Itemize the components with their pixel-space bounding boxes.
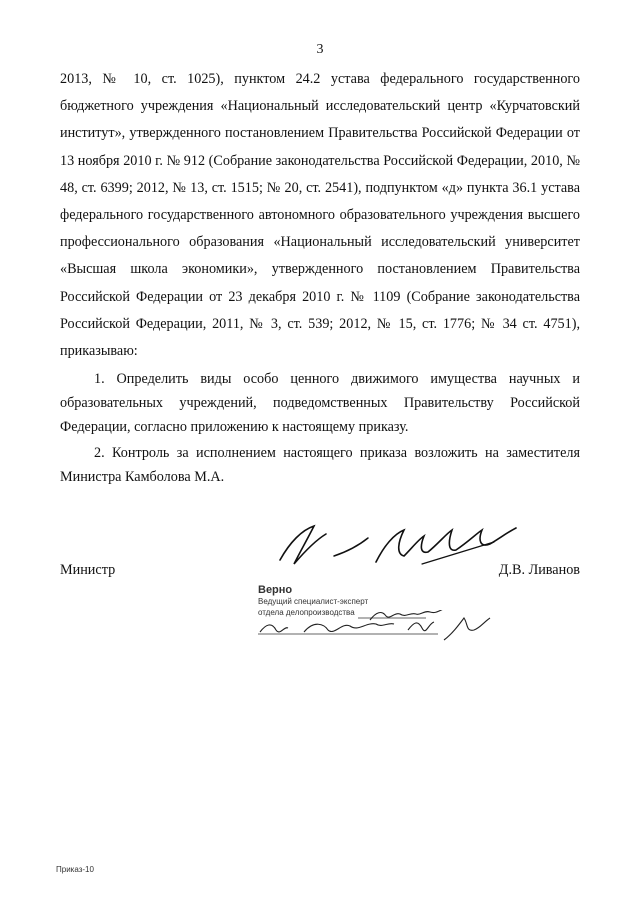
page-number: 3	[316, 42, 324, 57]
certification-handwriting	[258, 610, 518, 654]
footer-code: Приказ-10	[56, 865, 94, 874]
certification-stamp	[258, 584, 518, 618]
minister-title: Министр	[60, 562, 116, 578]
certification-department: отдела делопроизводства	[258, 608, 355, 617]
paragraph-item-2: 2. Контроль за исполнением настоящего приказа возложить на заместителя Министра Камболова М.А.	[60, 445, 580, 486]
minister-signature	[272, 512, 522, 582]
order-body	[60, 66, 580, 489]
paragraph-legal-basis: 2013, № 10, ст. 1025), пунктом 24.2 устава федерального государственного бюджетного учреждения «Национальный исследовательский центр «Курчатовский институт», утвержденного постановлением Правительства Российской Федерации от 13 ноября 2010 г. № 912 (Собрание законодательства Российской Федерации, 2010, № 48, ст. 6399; 2012, № 13, ст. 1515; № 20, ст. 2541), подпунктом «д» пункта 36.1 устава федерального государственного автономного образовательного учреждения высшего профессионального образования «Национальный исследовательский университет «Высшая школа экономики», утвержденного постановлением Правительства Российской Федерации от 23 декабря 2010 г. № 1109 (Собрание законодательства Российской Федерации, 2011, № 3, ст. 539; 2012, № 15, ст. 1776; № 34 ст. 4751), приказываю:	[60, 71, 580, 360]
paragraph-item-1: 1. Определить виды особо ценного движимого имущества научных и образовательных учреждений, подведомственных Правительству Российской Федерации, согласно приложению к настоящему приказу.	[60, 371, 580, 436]
certification-position: Ведущий специалист-эксперт	[258, 597, 369, 606]
certification-title: Верно	[258, 584, 293, 596]
minister-name: Д.В. Ливанов	[498, 562, 580, 578]
